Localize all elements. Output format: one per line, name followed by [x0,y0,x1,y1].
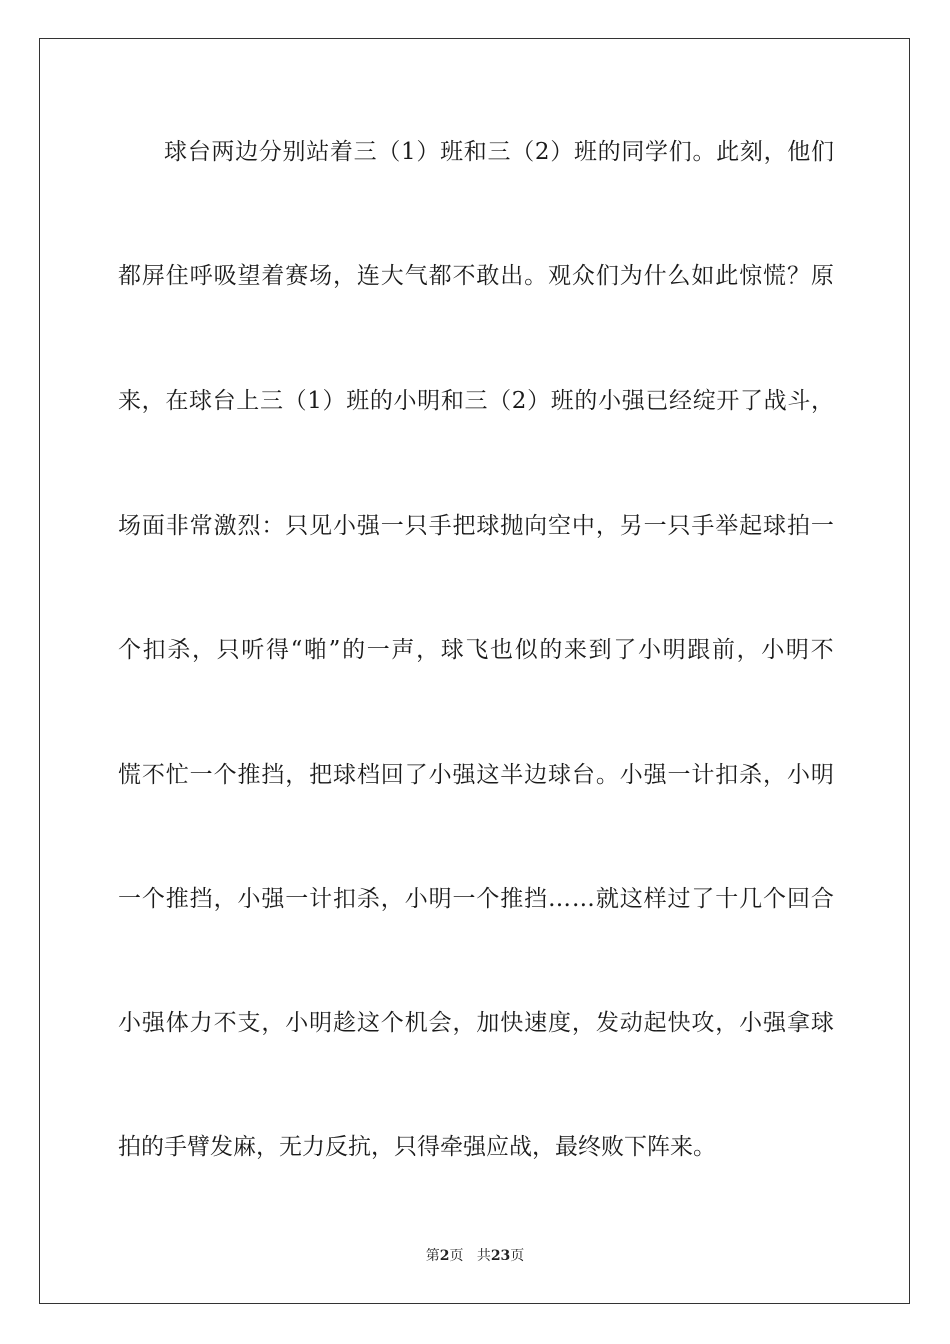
page-border [39,38,910,1304]
paragraph-line-4: 场 面 非 常 激 烈 ： 只 见 小 强 一 只 手 把 球 抛 向 空 中 ， 另 一 只 手 举 起 球 拍 一 [118,513,834,539]
paragraph-line-2: 都 屏 住 呼 吸 望 着 赛 场 ， 连 大 气 都 不 敢 出 。 观 众 们 为 什 么 如 此 惊 慌 ？ 原 [118,263,834,289]
footer-total-pages: 23 [490,1248,511,1264]
footer-page-prefix: 第 [425,1248,440,1264]
paragraph-line-8: 小 强 体 力 不 支 ， 小 明 趁 这 个 机 会 ， 加 快 速 度 ， 发 动 起 快 攻 ， 小 强 拿 球 [118,1010,834,1036]
footer-page-number: 2 [439,1248,450,1264]
footer-page-suffix: 页 [449,1248,464,1264]
footer-total-prefix: 共 [476,1248,491,1264]
paragraph-line-1: 球 台 两 边 分 别 站 着 三 （ 1 ） 班 和 三 （ 2 ） 班 的 同 学 们 。 此 刻 ， 他 们 [164,139,834,165]
footer-total-suffix: 页 [510,1248,525,1264]
paragraph-line-5: 个 扣 杀 ， 只 听 得 “ 啪 ” 的 一 声 ， 球 飞 也 似 的 来 到 了 小 明 跟 前 ， 小 明 不 [118,637,834,663]
page-footer [0,1246,950,1266]
paragraph-line-6: 慌 不 忙 一 个 推 挡 ， 把 球 档 回 了 小 强 这 半 边 球 台 。 小 强 一 计 扣 杀 ， 小 明 [118,762,834,788]
paragraph-line-9: 拍 的 手 臂 发 麻 ， 无 力 反 抗 ， 只 得 牵 强 应 战 ， 最 终 败 下 阵 来 。 [118,1134,716,1160]
paragraph-line-3: 来 ， 在 球 台 上 三 （ 1 ） 班 的 小 明 和 三 （ 2 ） 班 的 小 强 已 经 绽 开 了 战 斗 ， [118,388,834,414]
paragraph-line-7: 一 个 推 挡 ， 小 强 一 计 扣 杀 ， 小 明 一 个 推 挡 … … 就 这 样 过 了 十 几 个 回 合 [118,886,834,912]
